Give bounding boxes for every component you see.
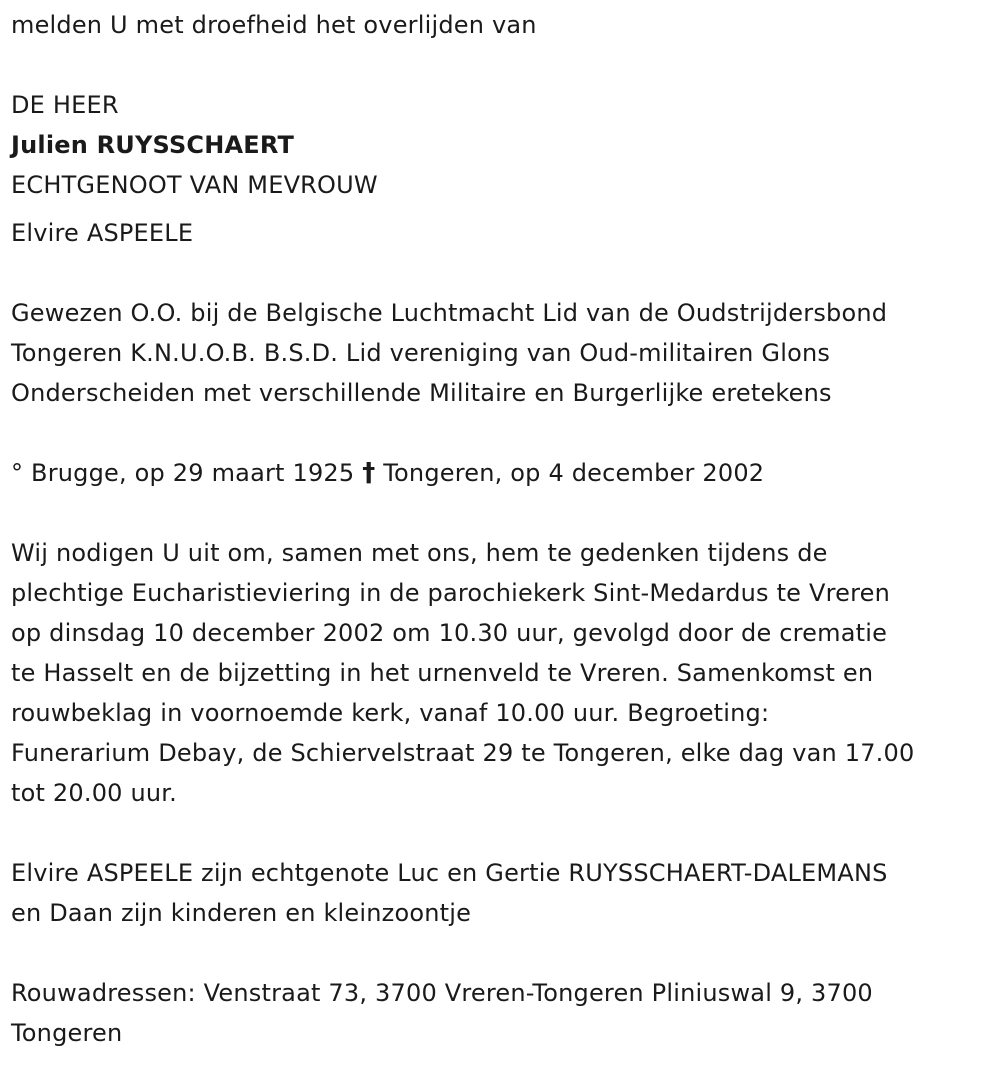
address-line: Tongeren xyxy=(11,1019,123,1047)
honors-line: Gewezen O.O. bij de Belgische Luchtmacht Lid van de Oudstrijdersbond xyxy=(11,299,888,327)
invitation-line: rouwbeklag in voornoemde kerk, vanaf 10.00 uur. Begroeting: xyxy=(11,699,770,727)
spacer xyxy=(11,493,991,533)
death-text: Tongeren, op 4 december 2002 xyxy=(383,459,765,487)
invitation-paragraph xyxy=(11,533,991,813)
spacer xyxy=(11,933,991,973)
invitation-line: op dinsdag 10 december 2002 om 10.30 uur, gevolgd door de crematie xyxy=(11,619,888,647)
cross-icon: † xyxy=(362,458,376,488)
honors-line: Tongeren K.N.U.O.B. B.S.D. Lid vereniging van Oud-militairen Glons xyxy=(11,339,831,367)
invitation-line: Funerarium Debay, de Schiervelstraat 29 te Tongeren, elke dag van 17.00 xyxy=(11,739,915,767)
intro-text: melden U met droefheid het overlijden van xyxy=(11,11,537,39)
family-line: en Daan zijn kinderen en kleinzoontje xyxy=(11,899,472,927)
spacer xyxy=(11,813,991,853)
spacer xyxy=(11,413,991,453)
spouse-label: ECHTGENOOT VAN MEVROUW xyxy=(11,171,378,199)
honors-line: Onderscheiden met verschillende Militaire en Burgerlijke eretekens xyxy=(11,379,832,407)
deceased-title: DE HEER xyxy=(11,91,119,119)
addresses-paragraph xyxy=(11,973,991,1053)
obituary-notice xyxy=(11,5,991,1053)
invitation-line: Wij nodigen U uit om, samen met ons, hem te gedenken tijdens de xyxy=(11,539,828,567)
family-paragraph xyxy=(11,853,991,933)
spacer xyxy=(11,253,991,293)
deceased-name: Julien RUYSSCHAERT xyxy=(11,131,295,159)
invitation-line: te Hasselt en de bijzetting in het urnenveld te Vreren. Samenkomst en xyxy=(11,659,874,687)
birth-text: ° Brugge, op 29 maart 1925 xyxy=(11,459,355,487)
honors-paragraph xyxy=(11,293,991,413)
spacer xyxy=(11,45,991,85)
address-line: Rouwadressen: Venstraat 73, 3700 Vreren-Tongeren Pliniuswal 9, 3700 xyxy=(11,979,873,1007)
invitation-line: tot 20.00 uur. xyxy=(11,779,177,807)
invitation-line: plechtige Eucharistieviering in de parochiekerk Sint-Medardus te Vreren xyxy=(11,579,891,607)
spouse-name: Elvire ASPEELE xyxy=(11,219,194,247)
birth-death-dates xyxy=(11,453,991,493)
family-line: Elvire ASPEELE zijn echtgenote Luc en Gertie RUYSSCHAERT-DALEMANS xyxy=(11,859,888,887)
